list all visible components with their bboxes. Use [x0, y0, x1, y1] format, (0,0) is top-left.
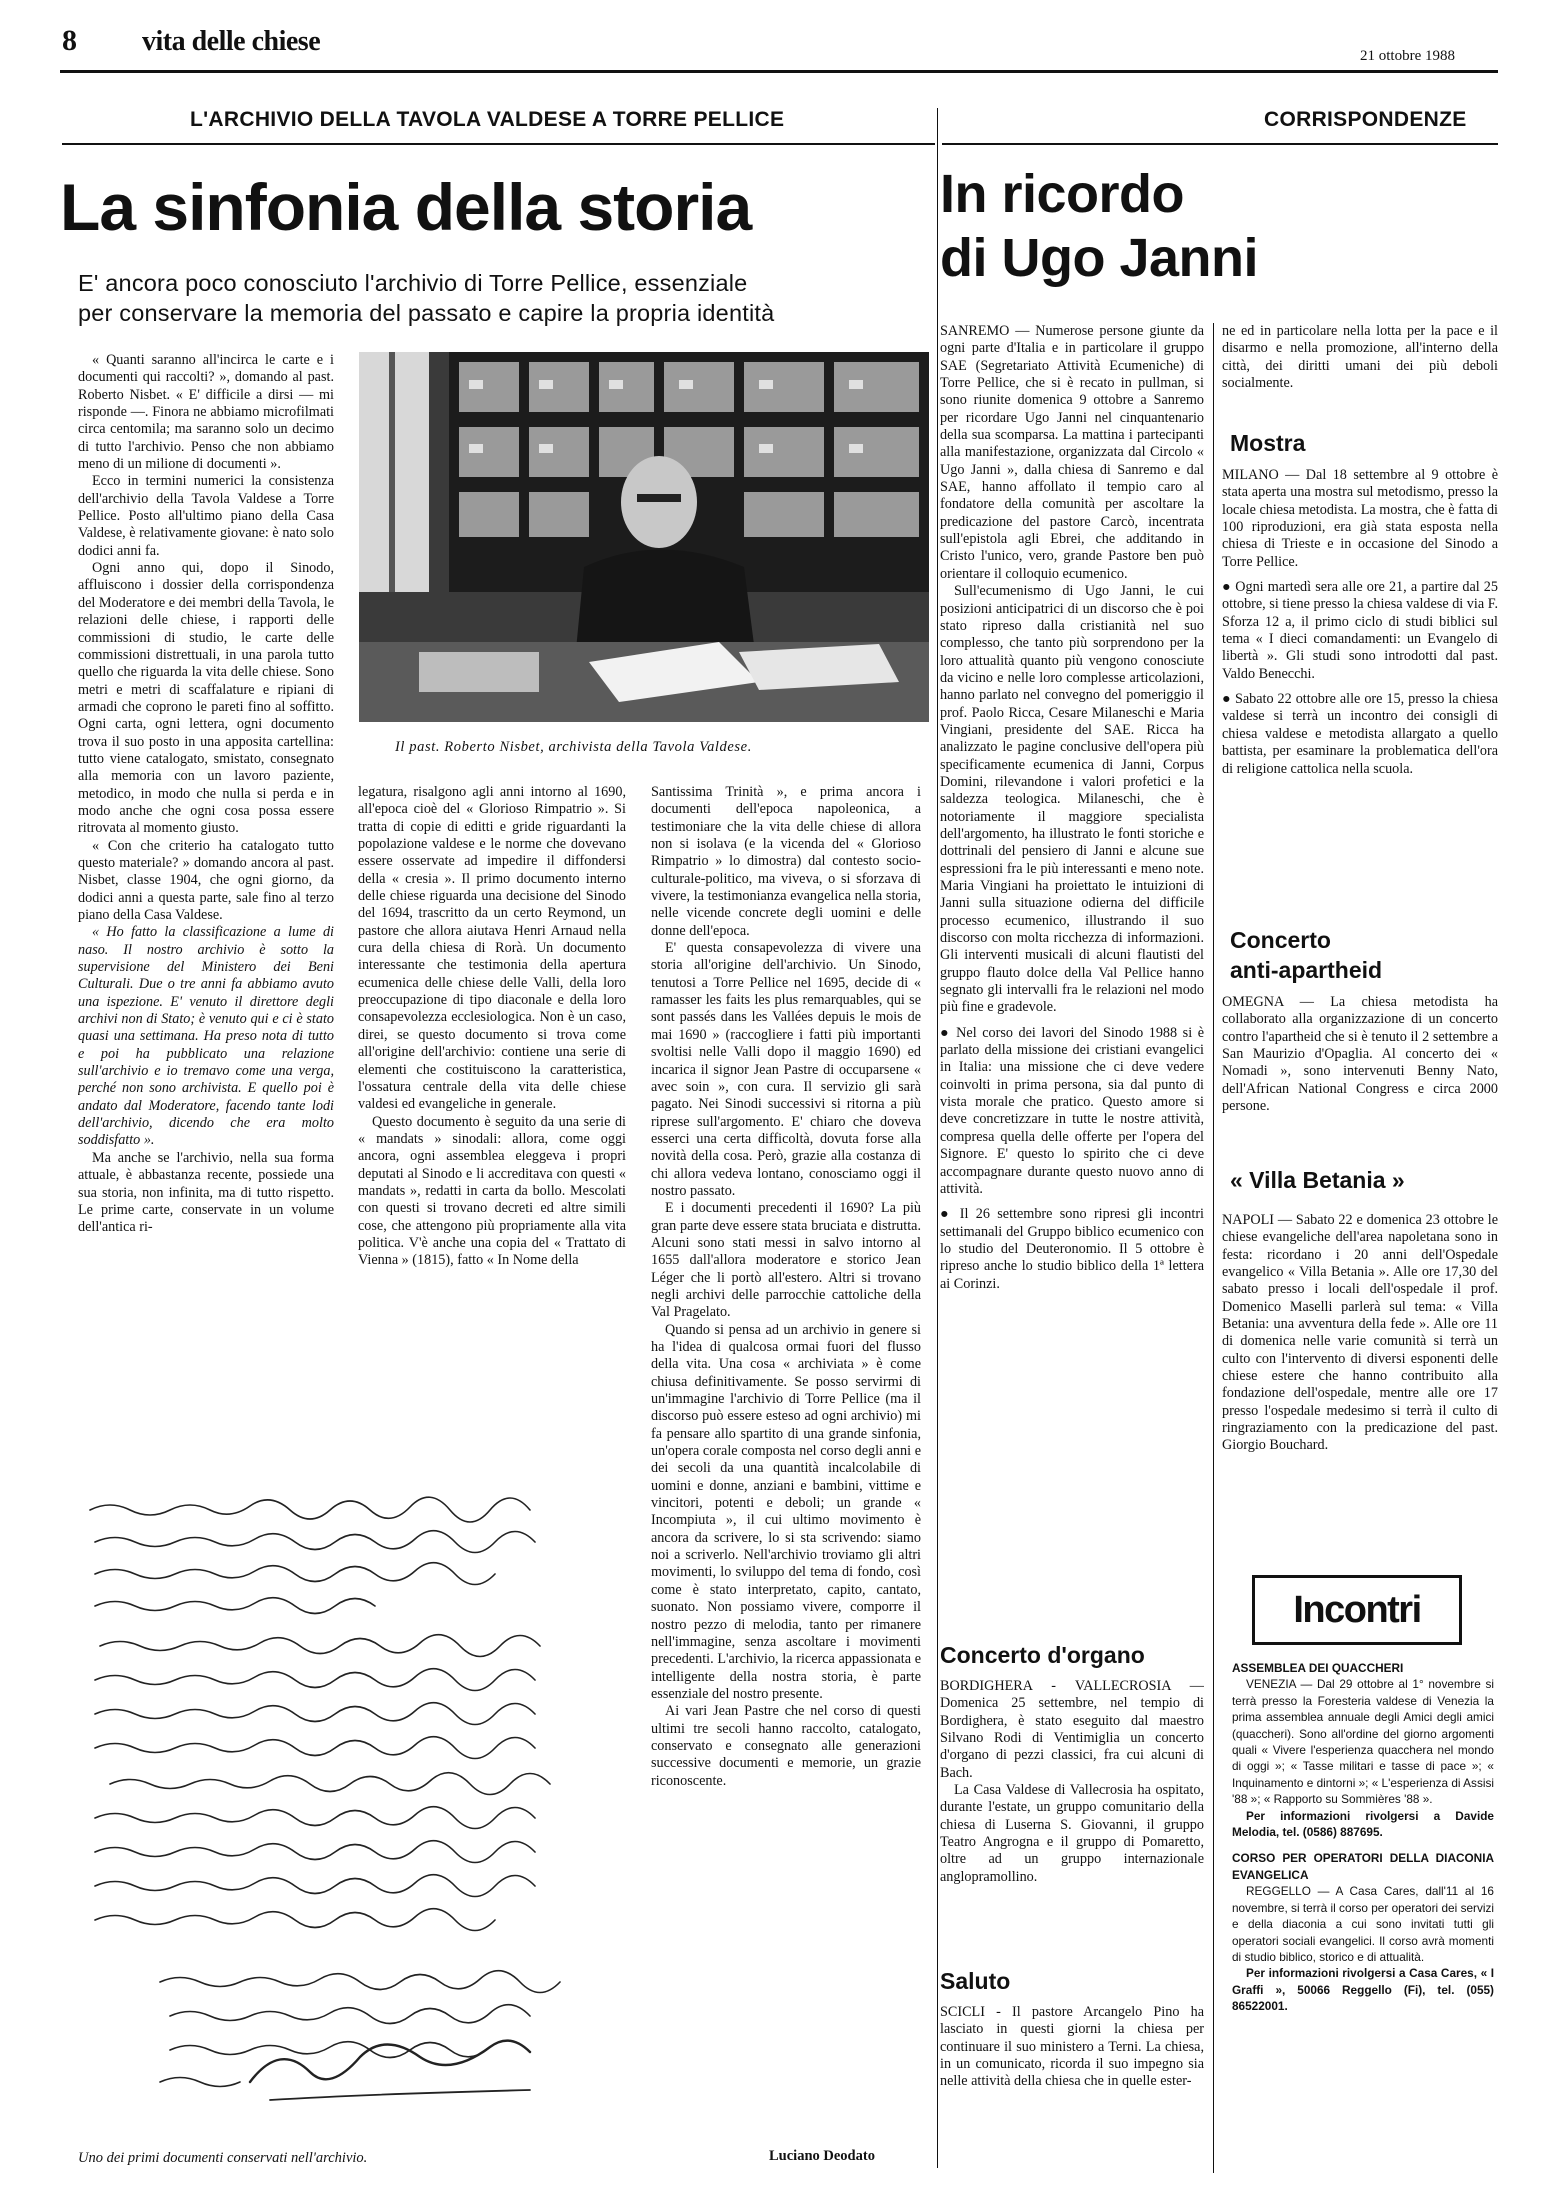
- article-kicker: L'ARCHIVIO DELLA TAVOLA VALDESE A TORRE PELLICE: [190, 108, 785, 131]
- concerto-organo-para: BORDIGHERA - VALLECROSIA — Domenica 25 settembre, nel tempio di Bordighera, è stato eseguito dal maestro Silvano Rodi di Ventimiglia un concerto d'organo di pezzi classici, fra cui alcuni di Bach.: [940, 1678, 1204, 1781]
- sanremo-para: SANREMO — Numerose persone giunte da ogni parte d'Italia e in particolare il gruppo SAE (Segretariato Attività Ecumeniche) di Torre Pellice, che si è recato in pullman, si sono riunite domenica 9 ottobre a Sanremo per ricordare Ugo Janni nel cinquantenario della sua scomparsa. La mattina i partecipanti alla manifestazione, organizzata dal Circolo « Ugo Janni », dalla chiesa di Sanremo e dal SAE, hanno affollato il tempio caro al fondatore della comunità per ascoltare la predicazione del pastore Carcò, incentrata sull'epistola agli Ebrei, che additando in Cristo l'unico, vero, grande Pastore ben può orientare il colloquio ecumenico.: [940, 323, 1204, 582]
- janni-headline-line-2: di Ugo Janni: [940, 228, 1258, 288]
- deck-line-1: E' ancora poco conosciuto l'archivio di Torre Pellice, essenziale: [78, 270, 748, 296]
- incontri-title: Incontri: [1293, 1588, 1421, 1631]
- incontri-item-heading: CORSO PER OPERATORI DELLA DIACONIA EVANGELICA: [1232, 1851, 1494, 1882]
- apartheid-para: OMEGNA — La chiesa metodista ha collaborato alla organizzazione di un concerto contro l'apartheid che si è tenuto il 2 settembre a San Maurizio d'Opaglia. Al concerto dei « Nomadi », sono intervenuti Benny Nato, dell'African National Congress e circa 2000 persone.: [1222, 994, 1498, 1115]
- manuscript-caption: Uno dei primi documenti conservati nell'archivio.: [78, 2150, 368, 2166]
- col2-para: Questo documento è seguito da una serie di « mandats » sinodali: allora, come oggi ancora, ogni assemblea eleggeva i propri deputati al Sinodo e li accreditava con questi « mandats », redatti in carta da bollo. Mescolati con questi si trovano decreti ed altre simili cose, che attengono più propriamente alla vita politica. V'è anche una copia del « Trattato di Vienna » (1815), fatto « In Nome della: [358, 1113, 626, 1269]
- article-column-3: [651, 784, 921, 2174]
- corrispondenze-rule: [942, 143, 1498, 145]
- article-deck: [78, 268, 933, 328]
- masthead-rule: [60, 70, 1498, 73]
- article-column-2: [358, 784, 626, 1454]
- saluto-para: SCICLI - Il pastore Arcangelo Pino ha lasciato in questi giorni la chiesa per continuare il suo ministero a Terni. La chiesa, in un comunicato, ricorda il suo impegno sia nelle attività della chiesa che in quelle ester-: [940, 2004, 1204, 2090]
- column-divider: [937, 108, 938, 2168]
- page-number: 8: [62, 24, 77, 57]
- corrispondenze-label: CORRISPONDENZE: [1264, 108, 1467, 131]
- incontri-item-text: REGGELLO — A Casa Cares, dall'11 al 16 novembre, si terrà il corso per operatori dei servizi e della diaconia a cui sono invitati tutti gli operatori sociali evangelici. Il corso avrà momenti di studio biblico, storico e di attualità.: [1232, 1884, 1494, 1964]
- photo-caption: Il past. Roberto Nisbet, archivista della Tavola Valdese.: [395, 739, 752, 755]
- apartheid-title: [1230, 925, 1382, 985]
- incontri-item-text: VENEZIA — Dal 29 ottobre al 1° novembre si terrà presso la Foresteria valdese di Venezia la prima assemblea annuale degli Amici degli amici (quaccheri). Sono all'ordine del giorno argomenti quali « Vivere l'esperienza quacchera nel mondo di oggi »; « Tasse militari e tasse di pace »; « Inquinamento e dintorni »; « L'esperienza di Assisi '88 »; « Rapporto su Sommières '88 ».: [1232, 1677, 1494, 1807]
- incontri-item-heading: ASSEMBLEA DEI QUACCHERI: [1232, 1661, 1404, 1675]
- villa-betania-text: [1222, 1212, 1498, 1557]
- col1-para: « Con che criterio ha catalogato tutto questo materiale? » domando ancora al past. Nisbet, classe 1904, che ogni giorno, da dodici anni a questa parte, sale fino al terzo piano della Casa Valdese.: [78, 837, 334, 923]
- col1-para: Ecco in termini numerici la consistenza dell'archivio della Tavola Valdese a Torre Pellice. Posto all'ultimo piano della Casa Valdese, è relativamente giovane: è nato solo dodici anni fa.: [78, 473, 334, 559]
- col1-para: Ogni anno qui, dopo il Sinodo, affluiscono i dossier della corrispondenza del Moderatore e dei membri della Tavola, le relazioni delle chiese, i rapporti delle commissioni di studio, le carte delle commissioni distrettuali, in una parola tutto quello che riguarda la vita delle chiese. Sono metri e metri di scaffalature e ripiani di armadi che coprono le pareti fino al soffitto. Ogni carta, ogni lettera, ogni documento trova il suo posto in una apposita cartellina: tutto viene catalogato, smistato, consegnato alla memoria con un lavoro paziente, metodico, in modo che nulla si perda e in modo anche che ogni cosa possa essere ritrovata al momento giusto.: [78, 560, 334, 837]
- concerto-organo-para: La Casa Valdese di Vallecrosia ha ospitato, durante l'estate, un gruppo comunitario della chiesa di Luserna S. Giovanni, il gruppo Teatro Angrogna e il gruppo di Pomaretto, oltre ad un gruppo internazionale anglopramollino.: [940, 1782, 1204, 1885]
- manuscript-scribbles: [70, 1470, 635, 2110]
- col1-para: « Ho fatto la classificazione a lume di naso. Il nostro archivio è sotto la supervisione del Ministero dei Beni Culturali. Due o tre anni fa abbiamo avuto una ispezione. E' venuto il direttore degli archivi non di Stato; è venuto qui e ci è stato quasi una settimana. Ha preso nota di tutto e poi ha pubblicato una relazione sull'archivio e io tremavo come una verga, perché non sono archivista. E quello poi è andato dal Moderatore, facendo tante lodi dell'archivio, dicendo che era molto soddisfatto ».: [78, 924, 334, 1149]
- article-signature: Luciano Deodato: [769, 2148, 875, 2164]
- apartheid-text: [1222, 994, 1498, 1154]
- col3-para: Ai vari Jean Pastre che nel corso di questi ultimi tre secoli hanno raccolto, catalogato, conservato e consegnato alle generazioni successive documenti e memorie, un grazie riconoscente.: [651, 1703, 921, 1789]
- manuscript-image: [70, 1470, 635, 2110]
- mostra-text: [1222, 467, 1498, 912]
- archivist-photo: [359, 352, 929, 722]
- concerto-organo-title: Concerto d'organo: [940, 1642, 1145, 1668]
- article-headline: La sinfonia della storia: [60, 170, 752, 244]
- janni-headline-line-1: In ricordo: [940, 164, 1185, 224]
- kicker-rule: [62, 143, 935, 145]
- col1-para: Ma anche se l'archivio, nella sua forma attuale, è abbastanza recente, possiede una sua storia, non infinita, ma di tutto rispetto. Le prime carte, conservate in un volume dell'antica ri-: [78, 1149, 334, 1236]
- corrispondenze-column-1: [940, 323, 1204, 1633]
- sanremo-para: Sull'ecumenismo di Ugo Janni, le cui posizioni anticipatrici di un discorso che è poi stato ripreso dalla cristianità nel suo complesso, che tanto più sorprendono per la loro attualità quanto più vengono conosciute da vicino e nelle loro complesse articolazioni, hanno parlato nel convegno del pomeriggio il prof. Paolo Ricca, Cesare Milaneschi e Maria Vingiani, presidente del SAE. Ricca ha analizzato le pagine conclusive dell'opera più specificamente ecumenica di Janni, Corpus Domini, rilevandone i valori profetici e la saldezza teologica. Milaneschi, che è notoriamente il maggiore specialista dell'argomento, ha illustrato le fonti storiche e dottrinali del pensiero di Janni e alcune sue espressioni fra le più interessanti e meno note. Maria Vingiani ha proiettato le intuizioni di Janni sulla situazione odierna del difficile processo ecumenico, illustrando il suo discorso con molta ricchezza di informazioni. Gli interventi musicali di alcuni flautisti del gruppo flauto dolce della Val Pellice hanno segnato gli intervalli fra le relazioni nel modo più fine e gradevole.: [940, 583, 1204, 1016]
- sanremo-bullet: ● Nel corso dei lavori del Sinodo 1988 si è parlato della missione dei cristiani evangelici in Italia: una missione che ci deve vedere coinvolti in prima persona, sia dal punto di vista morale che pratico. Questo amore si deve concretizzare in tutte le nostre attività, compresa quella delle offerte per l'opera del Signore. E' questo lo spirito che ci deve accompagnare durante questo nuovo anno di attività.: [940, 1024, 1204, 1197]
- apartheid-title-line-2: anti-apartheid: [1230, 957, 1383, 983]
- incontri-item-contact: Per informazioni rivolgersi a Davide Melodia, tel. (0586) 887695.: [1232, 1808, 1494, 1840]
- apartheid-title-line-1: Concerto: [1230, 927, 1331, 953]
- col3-para: E' questa consapevolezza di vivere una storia all'origine dell'archivio. Un Sinodo, tenutosi a Torre Pellice nel 1695, decide di « ramasser les faits les plus remarquables, qui se sont passés dans les Vallées depuis le mois de mai 1690 » (raccogliere i fatti più importanti svoltisi nelle Valli dopo il maggio 1690) ed incarica il signor Jean Pastre di occuparsene « avec soin », con cura. Il servizio gli sarà pagato. Nei Sinodi successivi si ritorna a più riprese sull'argomento. E' chiaro che doveva esserci una certa difficoltà, dovuta forse alla novità della cosa. Però, grazie alla costanza di chi allora vedeva lontano, conosciamo oggi il nostro passato.: [651, 940, 921, 1199]
- article-column-1: [78, 352, 334, 1452]
- col3-para: E i documenti precedenti il 1690? La più gran parte deve essere stata bruciata e distrutta. Alcuni sono stati messi in salvo intorno al 1655 dall'allora moderatore e storico Jean Léger che li portò all'estero. Altri si trovano negli archivi delle parrocchie cattoliche della Val Pragelato.: [651, 1200, 921, 1321]
- concerto-organo-text: [940, 1678, 1204, 1968]
- incontri-box: [1252, 1575, 1462, 1645]
- deck-line-2: per conservare la memoria del passato e capire la propria identità: [78, 300, 775, 326]
- col2-para: legatura, risalgono agli anni intorno al 1690, all'epoca cioè del « Glorioso Rimpatrio ». Si tratta di copie di editti e gride riguardanti la popolazione valdese e le norme che dovevano essere osservate ad impedire il diffondersi della « cresia ». Il primo documento interno delle chiese riguarda una decisione del Sinodo del 1694, trascritto da un certo Reymond, un pastore che allora aiutava Henri Arnaud nella cura della chiesa di Rorà. Un documento interessante che testimonia della apertura ecumenica delle chiese delle Valli, della loro preoccupazione di tipo diaconale e della loro consapevolezza ecclesiologica. Non è un caso, direi, se questo documento si trova come all'origine dell'archivio: contiene una serie di elementi che costituiscono la caratteristica, l'ossatura centrale della vita delle chiese valdesi ed evangeliche in generale.: [358, 784, 626, 1113]
- saluto-text: [940, 2004, 1204, 2174]
- mostra-bullet: ● Ogni martedì sera alle ore 21, a partire dal 25 ottobre, si tiene presso la chiesa valdese di via F. Sforza 12 a, il primo ciclo di studi biblici sul tema « I dieci comandamenti: un Evangelo di libertà ». Gli studi sono introdotti dal past. Valdo Benecchi.: [1222, 579, 1498, 682]
- col1-para: « Quanti saranno all'incirca le carte e i documenti qui raccolti? », domando al past. Roberto Nisbet. « E' difficile a dirsi — mi risponde —. Finora ne abbiamo microfilmati circa centomila; ma saranno solo un decimo di tutto l'archivio. Penso che non abbiamo meno di un milione di documenti ».: [78, 352, 334, 473]
- mostra-bullet: ● Sabato 22 ottobre alle ore 15, presso la chiesa valdese si terrà un incontro dei consigli di chiesa valdese e metodista allargato a quello battista, per esaminare la problematica dell'ora di religione cattolica nella scuola.: [1222, 691, 1498, 777]
- issue-date: 21 ottobre 1988: [1360, 48, 1455, 64]
- mostra-para: MILANO — Dal 18 settembre al 9 ottobre è stata aperta una mostra sul metodismo, presso la locale chiesa metodista. La mostra, che è fatta di 100 riproduzioni, era già stata esposta nella chiesa di Trieste e in occasione del Sinodo a Torre Pellice.: [1222, 467, 1498, 570]
- villa-betania-para: NAPOLI — Sabato 22 e domenica 23 ottobre le chiese evangeliche dell'area napoletana sono in festa: ricordano i 20 anni dell'Ospedale evangelico « Villa Betania ». Alle ore 17,30 del sabato presso i locali dell'ospedale il prof. Domenico Maselli parlerà sul tema: « Villa Betania: una avventura della fede ». Alle ore 11 di domenica nelle varie comunità si terrà un culto con l'intervento di diversi esponenti delle chiese estere che hanno contribuito alla fondazione dell'ospedale, mentre alle ore 17 presso l'ospedale medesimo si terrà il culto di ringraziamento con la predicazione del past. Giorgio Bouchard.: [1222, 1212, 1498, 1454]
- incontri-item: [1232, 1850, 1494, 2014]
- incontri-item-contact: Per informazioni rivolgersi a Casa Cares, « I Graffi », 50066 Reggello (Fi), tel. (055) 86522001.: [1232, 1966, 1494, 2014]
- villa-betania-title: « Villa Betania »: [1230, 1167, 1405, 1193]
- incontri-list: [1232, 1660, 1494, 2015]
- sanremo-bullet: ● Il 26 settembre sono ripresi gli incontri settimanali del Gruppo biblico ecumenico con lo studio del Deuteronomio. Il 5 ottobre è ripreso anche lo studio biblico della 1ª lettera ai Corinzi.: [940, 1206, 1204, 1292]
- section-title: vita delle chiese: [142, 26, 321, 57]
- corrispondenze-column-2-top: [1222, 323, 1498, 413]
- saluto-title: Saluto: [940, 1968, 1011, 1994]
- col3-para: Quando si pensa ad un archivio in genere si ha l'idea di qualcosa ormai fuori del flusso della vita. Una cosa « archiviata » è come chiusa definitivamente. Se posso servirmi di un'immagine l'archivio di Torre Pellice (ma il discorso può essere esteso ad ogni archivio) mi fa pensare allo spartito di una grande sinfonia, un'opera corale composta nel corso degli anni e dei secoli da una quantità incalcolabile di uomini e donne, anziani e bambini, vittime e vincitori, potenti e deboli; un grande « Incompiuta », il cui ultimo movimento è ancora da scrivere, lo si sta scrivendo: siamo noi a scriverlo. Nell'archivio troviamo gli altri movimenti, lo sviluppo del tema di fondo, così come è stato interpretato, capito, cantato, suonato. Non possiamo vivere, comporre il nostro pezzo di melodia, tanto per rimanere nell'immagine, senza ascoltare i movimenti precedenti. L'archivio, la ricerca appassionata e intelligente della nostra storia, è parte essenziale del nostro presente.: [651, 1321, 921, 1702]
- mostra-title: Mostra: [1230, 430, 1306, 456]
- col-r2-top-para: ne ed in particolare nella lotta per la pace e il disarmo e nella promozione, all'interno della città, dei diritti umani dei più deboli socialmente.: [1222, 323, 1498, 392]
- corrispondenze-inner-divider: [1213, 323, 1214, 2173]
- photo-illustration: [359, 352, 929, 722]
- incontri-item: [1232, 1660, 1494, 1840]
- col3-para: Santissima Trinità », e prima ancora i documenti dell'epoca napoleonica, a testimoniare che la vita delle chiese di allora non si isolava (e la vicenda del « Glorioso Rimpatrio » lo dimostra) dal contesto socio-culturale-politico, ma viveva, o si sforzava di vivere, la testimonianza evangelica nella storia, nelle vicende concrete degli uomini e delle donne dell'epoca.: [651, 784, 921, 939]
- janni-headline: [940, 162, 1258, 290]
